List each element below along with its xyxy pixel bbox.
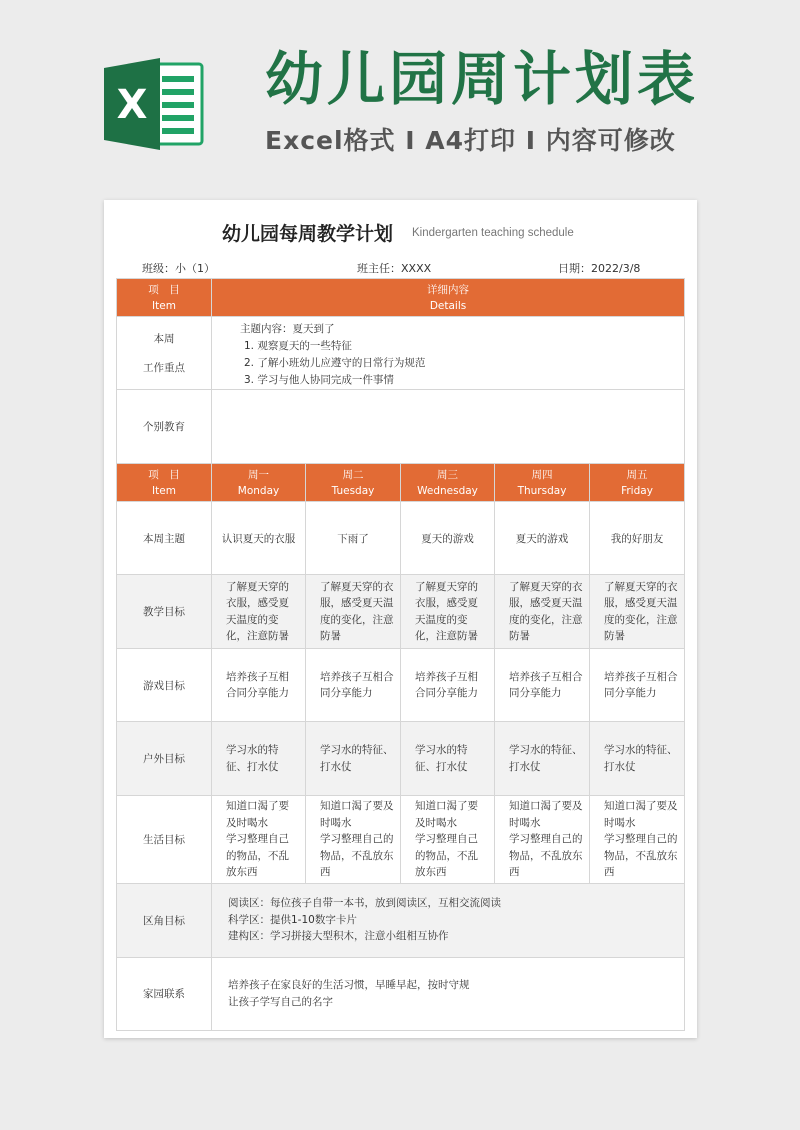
theme-cell[interactable]: 下雨了 (306, 502, 401, 575)
header-day-monday: 周一 Monday (212, 464, 306, 502)
header-row-details (117, 279, 685, 317)
row-label[interactable]: 教学目标 (117, 575, 212, 649)
work-focus-content[interactable] (212, 317, 685, 390)
outdoor-goal-cell[interactable]: 学习水的特征、打水仗 (212, 722, 306, 796)
row-game-goals (117, 649, 685, 722)
document-subtitle: Kindergarten teaching schedule (412, 227, 574, 239)
theme-cell[interactable]: 夏天的游戏 (401, 502, 495, 575)
header-item-cn: 项 目 (148, 283, 180, 296)
life-goal-cell[interactable]: 知道口渴了要及时喝水 学习整理自己的物品，不乱放东西 (212, 796, 306, 884)
outdoor-goal-cell[interactable]: 学习水的特征、打水仗 (306, 722, 401, 796)
row-individual-education (117, 390, 685, 464)
focus-item: 2. 了解小班幼儿应遵守的日常行为规范 (244, 357, 426, 369)
header-details-cell (212, 279, 685, 317)
row-label[interactable]: 本周主题 (117, 502, 212, 575)
teacher-info: 班主任：XXXX (357, 262, 432, 275)
row-label[interactable]: 生活目标 (117, 796, 212, 884)
game-goal-cell[interactable]: 培养孩子互相合同分享能力 (495, 649, 590, 722)
teaching-goal-cell[interactable]: 了解夏天穿的衣服，感受夏天温度的变化，注意防暑 (306, 575, 401, 649)
focus-theme: 主题内容：夏天到了 (240, 323, 335, 335)
life-goal-cell[interactable]: 知道口渴了要及时喝水 学习整理自己的物品，不乱放东西 (401, 796, 495, 884)
weekly-plan-table (116, 278, 685, 1031)
row-teaching-goals (117, 575, 685, 649)
date-info: 日期：2022/3/8 (558, 262, 641, 275)
theme-cell[interactable]: 认识夏天的衣服 (212, 502, 306, 575)
row-label[interactable]: 本周 工作重点 (117, 317, 212, 390)
focus-item: 1. 观察夏天的一些特征 (244, 340, 352, 352)
game-goal-cell[interactable]: 培养孩子互相合同分享能力 (590, 649, 685, 722)
header-details-cn: 详细内容 (427, 283, 470, 296)
row-home-contact (117, 957, 685, 1030)
excel-icon-letter: X (116, 82, 148, 128)
teaching-goal-cell[interactable]: 了解夏天穿的衣服，感受夏天温度的变化，注意防暑 (401, 575, 495, 649)
row-work-focus (117, 317, 685, 390)
class-info: 班级：小（1） (142, 262, 215, 275)
outdoor-goal-cell[interactable]: 学习水的特征、打水仗 (401, 722, 495, 796)
row-label[interactable]: 区角目标 (117, 883, 212, 957)
row-outdoor-goals (117, 722, 685, 796)
row-label[interactable]: 游戏目标 (117, 649, 212, 722)
header-item-cell (117, 279, 212, 317)
theme-cell[interactable]: 夏天的游戏 (495, 502, 590, 575)
banner-subtitle: Excel格式 I A4打印 I 内容可修改 (265, 126, 676, 155)
home-contact-content[interactable]: 培养孩子在家良好的生活习惯，早睡早起，按时守规 让孩子学写自己的名字 (212, 957, 685, 1030)
outdoor-goal-cell[interactable]: 学习水的特征、打水仗 (590, 722, 685, 796)
row-label[interactable]: 家园联系 (117, 957, 212, 1030)
document-sheet (104, 200, 697, 1038)
life-goal-cell[interactable]: 知道口渴了要及时喝水 学习整理自己的物品，不乱放东西 (306, 796, 401, 884)
theme-cell[interactable]: 我的好朋友 (590, 502, 685, 575)
teaching-goal-cell[interactable]: 了解夏天穿的衣服，感受夏天温度的变化，注意防暑 (212, 575, 306, 649)
header-item-en: Item (152, 299, 176, 312)
corner-goals-content[interactable]: 阅读区：每位孩子自带一本书，放到阅读区，互相交流阅读 科学区：提供1-10数字卡片 建构区：学习拼接大型积木，注意小组相互协作 (212, 883, 685, 957)
life-goal-cell[interactable]: 知道口渴了要及时喝水 学习整理自己的物品，不乱放东西 (495, 796, 590, 884)
row-label[interactable]: 户外目标 (117, 722, 212, 796)
focus-item: 3. 学习与他人协同完成一件事情 (244, 374, 394, 386)
row-label[interactable]: 个别教育 (117, 390, 212, 464)
document-title: 幼儿园每周教学计划 (222, 223, 394, 245)
header-day-tuesday: 周二 Tuesday (306, 464, 401, 502)
life-goal-cell[interactable]: 知道口渴了要及时喝水 学习整理自己的物品，不乱放东西 (590, 796, 685, 884)
header-item-cell: 项 目 Item (117, 464, 212, 502)
game-goal-cell[interactable]: 培养孩子互相合同分享能力 (306, 649, 401, 722)
header-day-wednesday: 周三 Wednesday (401, 464, 495, 502)
row-life-goals (117, 796, 685, 884)
header-day-thursday: 周四 Thursday (495, 464, 590, 502)
individual-education-content[interactable] (212, 390, 685, 464)
banner (0, 0, 800, 195)
header-details-en: Details (429, 299, 467, 312)
game-goal-cell[interactable]: 培养孩子互相合同分享能力 (212, 649, 306, 722)
header-day-friday: 周五 Friday (590, 464, 685, 502)
game-goal-cell[interactable]: 培养孩子互相合同分享能力 (401, 649, 495, 722)
outdoor-goal-cell[interactable]: 学习水的特征、打水仗 (495, 722, 590, 796)
header-row-days (117, 464, 685, 502)
row-corner-goals (117, 883, 685, 957)
banner-title: 幼儿园周计划表 (265, 45, 700, 113)
excel-icon (104, 58, 206, 150)
row-week-theme (117, 502, 685, 575)
teaching-goal-cell[interactable]: 了解夏天穿的衣服，感受夏天温度的变化，注意防暑 (590, 575, 685, 649)
teaching-goal-cell[interactable]: 了解夏天穿的衣服，感受夏天温度的变化，注意防暑 (495, 575, 590, 649)
